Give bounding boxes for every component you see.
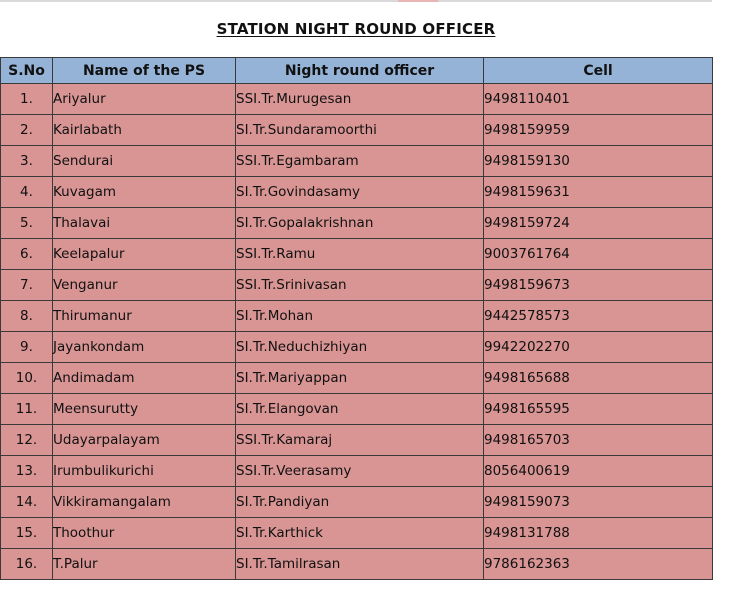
cell-ps-name: Thalavai: [53, 208, 236, 239]
cell-sno: 15.: [1, 518, 53, 549]
column-header-cell: Cell: [484, 58, 713, 84]
table-row: [1, 208, 713, 239]
column-header-officer: Night round officer: [236, 58, 484, 84]
cell-phone: 9498159073: [484, 487, 713, 518]
cell-phone: 9498159959: [484, 115, 713, 146]
column-header-ps-name: Name of the PS: [53, 58, 236, 84]
cell-sno: 4.: [1, 177, 53, 208]
cell-sno: 13.: [1, 456, 53, 487]
cell-phone: 9498159631: [484, 177, 713, 208]
cell-phone: 9942202270: [484, 332, 713, 363]
cell-officer: SSI.Tr.Kamaraj: [236, 425, 484, 456]
cell-phone: 9498165703: [484, 425, 713, 456]
cell-ps-name: Meensurutty: [53, 394, 236, 425]
cell-ps-name: Udayarpalayam: [53, 425, 236, 456]
table-row: [1, 394, 713, 425]
cell-sno: 5.: [1, 208, 53, 239]
cell-officer: SI.Tr.Neduchizhiyan: [236, 332, 484, 363]
cell-officer: SI.Tr.Gopalakrishnan: [236, 208, 484, 239]
table-row: [1, 518, 713, 549]
cell-phone: 9498110401: [484, 84, 713, 115]
cell-officer: SI.Tr.Mohan: [236, 301, 484, 332]
cell-sno: 7.: [1, 270, 53, 301]
cell-phone: 9498159724: [484, 208, 713, 239]
cell-sno: 10.: [1, 363, 53, 394]
table-header: [1, 58, 713, 84]
cell-officer: SI.Tr.Sundaramoorthi: [236, 115, 484, 146]
cell-sno: 16.: [1, 549, 53, 580]
cell-officer: SSI.Tr.Ramu: [236, 239, 484, 270]
document-title: STATION NIGHT ROUND OFFICER: [216, 20, 496, 38]
cell-sno: 14.: [1, 487, 53, 518]
cell-officer: SSI.Tr.Srinivasan: [236, 270, 484, 301]
cell-ps-name: Kuvagam: [53, 177, 236, 208]
table-row: [1, 146, 713, 177]
cell-ps-name: Sendurai: [53, 146, 236, 177]
cell-ps-name: Thirumanur: [53, 301, 236, 332]
cell-phone: 9003761764: [484, 239, 713, 270]
cell-officer: SI.Tr.Karthick: [236, 518, 484, 549]
cell-officer: SI.Tr.Tamilrasan: [236, 549, 484, 580]
cell-sno: 9.: [1, 332, 53, 363]
table-row: [1, 270, 713, 301]
cell-ps-name: Ariyalur: [53, 84, 236, 115]
table-row: [1, 487, 713, 518]
cell-phone: 8056400619: [484, 456, 713, 487]
cell-officer: SI.Tr.Govindasamy: [236, 177, 484, 208]
cell-sno: 2.: [1, 115, 53, 146]
cell-officer: SI.Tr.Pandiyan: [236, 487, 484, 518]
top-rule: [0, 0, 712, 2]
cell-ps-name: Irumbulikurichi: [53, 456, 236, 487]
cell-sno: 11.: [1, 394, 53, 425]
table-body: [1, 84, 713, 580]
table-row: [1, 549, 713, 580]
table-row: [1, 177, 713, 208]
cell-ps-name: Jayankondam: [53, 332, 236, 363]
cell-officer: SSI.Tr.Veerasamy: [236, 456, 484, 487]
cell-phone: 9498159130: [484, 146, 713, 177]
cell-phone: 9498131788: [484, 518, 713, 549]
cell-officer: SSI.Tr.Murugesan: [236, 84, 484, 115]
table-row: [1, 84, 713, 115]
table-row: [1, 239, 713, 270]
table-row: [1, 115, 713, 146]
table-row: [1, 425, 713, 456]
cell-sno: 8.: [1, 301, 53, 332]
cell-phone: 9498165688: [484, 363, 713, 394]
cell-sno: 1.: [1, 84, 53, 115]
table-row: [1, 301, 713, 332]
cell-ps-name: Keelapalur: [53, 239, 236, 270]
cell-phone: 9442578573: [484, 301, 713, 332]
table-row: [1, 456, 713, 487]
cell-officer: SI.Tr.Elangovan: [236, 394, 484, 425]
table-row: [1, 332, 713, 363]
cell-sno: 12.: [1, 425, 53, 456]
cell-ps-name: Venganur: [53, 270, 236, 301]
cell-sno: 6.: [1, 239, 53, 270]
cell-sno: 3.: [1, 146, 53, 177]
cell-officer: SI.Tr.Mariyappan: [236, 363, 484, 394]
cell-ps-name: Thoothur: [53, 518, 236, 549]
header-row: [1, 58, 713, 84]
cell-ps-name: Vikkiramangalam: [53, 487, 236, 518]
cell-officer: SSI.Tr.Egambaram: [236, 146, 484, 177]
table-row: [1, 363, 713, 394]
cell-ps-name: T.Palur: [53, 549, 236, 580]
cell-phone: 9498165595: [484, 394, 713, 425]
cell-phone: 9498159673: [484, 270, 713, 301]
column-header-sno: S.No: [1, 58, 53, 84]
night-round-officer-table: [0, 57, 713, 580]
top-rule-accent: [398, 0, 438, 2]
cell-phone: 9786162363: [484, 549, 713, 580]
cell-ps-name: Andimadam: [53, 363, 236, 394]
cell-ps-name: Kairlabath: [53, 115, 236, 146]
